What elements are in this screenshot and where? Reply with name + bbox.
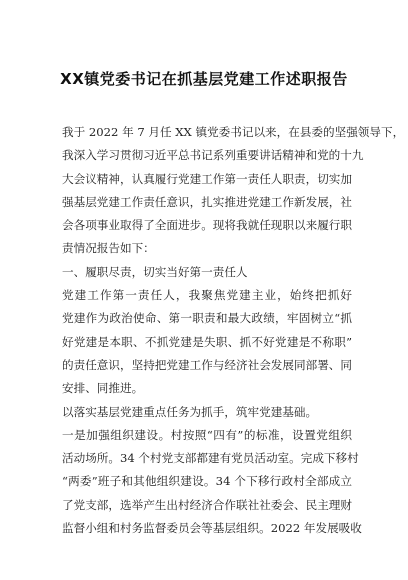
text-line: “两委”班子和其他组织建设。34 个下移行政村全部成立 <box>62 474 352 489</box>
text-line: 强基层党建工作责任意识，扎实推进党建工作新发展，社 <box>62 194 352 209</box>
text-line: 会各项事业取得了全面进步。现将我就任现职以来履行职 <box>62 218 352 233</box>
document-body <box>62 121 405 540</box>
text-line: 好党建是本职、不抓党建是失职、抓不好党建是不称职” <box>62 334 352 349</box>
text-line: 党建工作第一责任人，我聚焦党建主业，始终把抓好 <box>62 288 352 303</box>
text-line: 以落实基层党建重点任务为抓手，筑牢党建基础。 <box>62 404 318 419</box>
text-line: 大会议精神，认真履行党建工作第一责任人职责，切实加 <box>62 171 352 186</box>
text-line: 的责任意识，坚持把党建工作与经济社会发展同部署、同 <box>62 357 352 372</box>
text-line: 一是加强组织建设。村按照“四有”的标准，设置党组织 <box>62 427 352 442</box>
text-line: 安排、同推进。 <box>62 381 144 396</box>
text-line: 活动场所。34 个村党支部都建有党员活动室。完成下移村 <box>62 451 359 466</box>
text-line: 我深入学习贯彻习近平总书记系列重要讲话精神和党的十九 <box>62 148 364 163</box>
text-line: 责情况报告如下： <box>62 241 155 256</box>
text-line: 我于 2022 年 7 月任 XX 镇党委书记以来，在县委的坚强领导下， <box>62 125 405 139</box>
text-line: 了党支部，选举产生出村经济合作联社社委会、民主理财 <box>62 497 352 512</box>
text-line: 一、履职尽责，切实当好第一责任人 <box>62 264 248 279</box>
text-line: 监督小组和村务监督委员会等基层组织。2022 年发展吸收 <box>62 521 362 536</box>
document-title: XX镇党委书记在抓基层党建工作述职报告 <box>60 70 348 88</box>
text-line: 党建作为政治使命、第一职责和最大政绩，牢固树立“抓 <box>62 311 352 326</box>
